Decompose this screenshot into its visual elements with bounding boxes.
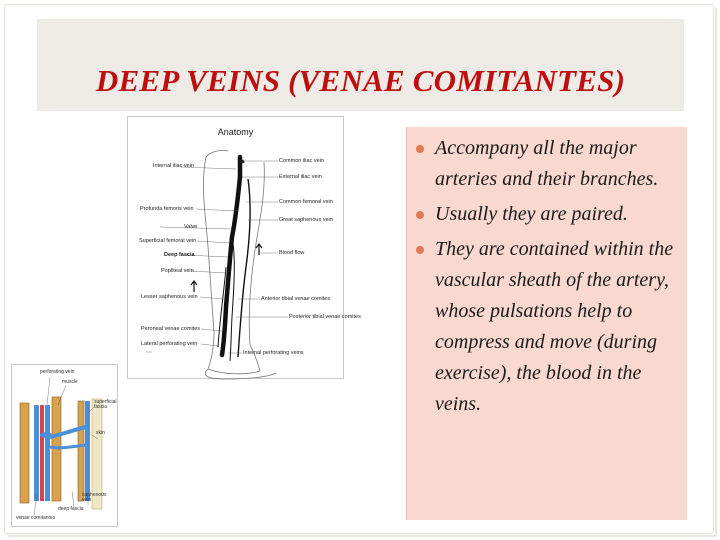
label-valve: Valve [184,224,198,230]
inset-label-superficial-fascia: superficial fascia [94,399,117,410]
inset-label-venae-comitantes: venae comitantes [16,515,56,521]
inset-label-saphenous-vein: saphenous vein [82,492,107,503]
label-internal-iliac-vein: Internal iliac vein [153,163,194,169]
label-anterior-tibial-venae-comites: Anterior tibial venae comites [261,296,331,302]
label-external-iliac-vein: External iliac vein [279,174,322,180]
bullet-dot-icon [416,145,424,153]
label-great-saphenous-vein: Great saphenous vein [279,217,333,223]
inset-label-skin: skin [96,430,105,436]
bullet-list [407,133,687,424]
bullet-item [407,199,687,230]
figure-title: Anatomy [217,127,254,137]
inset-label-muscle: muscle [62,379,78,385]
label-superficial-femoral-vein: Superficial femoral vein [139,238,197,244]
bullet-text: Usually they are paired. [435,203,628,225]
label-lateral-perforating-vein: Lateral perforating vein [141,341,198,347]
bullet-text: They are contained within the vascular sheath of the artery, whose pulsations help to compress and move (during exercise), the blood in the veins. [435,238,674,415]
title-band [37,19,684,111]
inset-label-perforating-vein: perforating vein [40,369,75,375]
leg-veins-anatomy-figure [127,116,361,379]
label-common-iliac-vein: Common iliac vein [279,158,324,164]
label-peroneal-venae-comites: Peroneal venae comites [141,326,201,332]
venae-comitantes-inset-figure [11,364,118,527]
label-lesser-saphenous-vein: Lesser saphenous vein [141,294,198,300]
bullet-dot-icon [416,211,424,219]
inset-label-deep-fascia: deep fascia [58,506,84,512]
label-blood-flow: Blood flow [279,250,305,256]
label-posterior-tibial-venae-comites: Posterior tibial venae comites [289,314,361,320]
label-profunda-femoris-vein: Profunda femoris vein [140,206,194,212]
label-common-femoral-vein: Common femoral vein [279,199,333,205]
bullet-text: Accompany all the major arteries and their branches. [435,137,659,190]
label-popliteal-vein: Popliteal vein [161,268,194,274]
bullet-item [407,133,687,195]
bullet-dot-icon [416,246,424,254]
label-internal-perforating-veins: Internal perforating veins [243,350,304,356]
inset-drawing [12,365,119,528]
label-deep-fascia: Deep fascia [164,252,195,258]
bullet-item [407,234,687,420]
slide-title: DEEP VEINS (VENAE COMITANTES) [95,63,626,98]
bullet-panel [406,127,687,520]
